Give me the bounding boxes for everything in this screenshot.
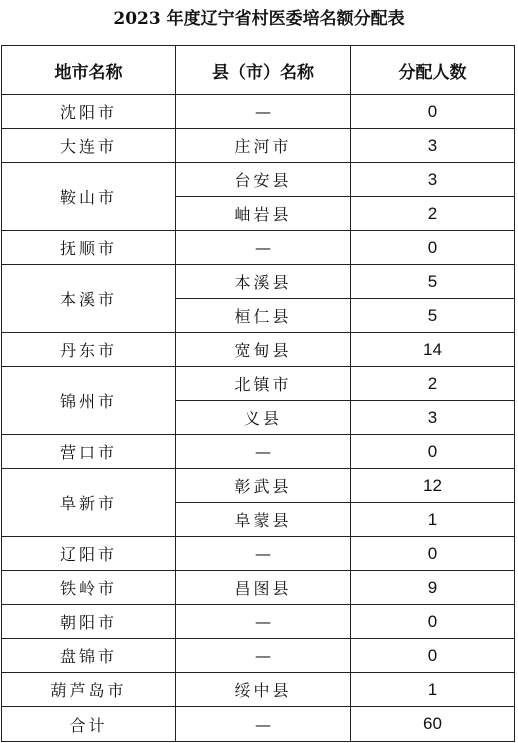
allocation-count-cell: 9 [351, 571, 515, 605]
county-name-cell: 庄河市 [176, 129, 351, 163]
allocation-count-cell: 1 [351, 673, 515, 707]
header-count: 分配人数 [351, 46, 515, 95]
city-name-cell: 丹东市 [2, 333, 176, 367]
total-county-cell: — [176, 707, 351, 742]
county-name-cell: — [176, 639, 351, 673]
county-name-cell: — [176, 605, 351, 639]
total-row [2, 707, 515, 742]
header-row [2, 46, 515, 95]
city-name-cell: 大连市 [2, 129, 176, 163]
allocation-count-cell: 0 [351, 605, 515, 639]
allocation-count-cell: 5 [351, 299, 515, 333]
total-label-cell: 合计 [2, 707, 176, 742]
city-name-cell: 朝阳市 [2, 605, 176, 639]
county-name-cell: 宽甸县 [176, 333, 351, 367]
city-name-cell: 本溪市 [2, 265, 176, 333]
table-row [2, 605, 515, 639]
county-name-cell: 岫岩县 [176, 197, 351, 231]
allocation-count-cell: 3 [351, 401, 515, 435]
header-city: 地市名称 [2, 46, 176, 95]
table-title: 2023 年度辽宁省村医委培名额分配表 [113, 9, 405, 29]
city-name-cell: 葫芦岛市 [2, 673, 176, 707]
header-county: 县（市）名称 [176, 46, 351, 95]
allocation-count-cell: 0 [351, 537, 515, 571]
allocation-table [1, 45, 515, 742]
city-name-cell: 盘锦市 [2, 639, 176, 673]
table-row [2, 435, 515, 469]
county-name-cell: 昌图县 [176, 571, 351, 605]
table-row [2, 265, 515, 299]
county-name-cell: 桓仁县 [176, 299, 351, 333]
table-row [2, 639, 515, 673]
allocation-count-cell: 1 [351, 503, 515, 537]
city-name-cell: 沈阳市 [2, 95, 176, 129]
allocation-count-cell: 12 [351, 469, 515, 503]
allocation-count-cell: 3 [351, 163, 515, 197]
allocation-count-cell: 0 [351, 639, 515, 673]
table-row [2, 333, 515, 367]
county-name-cell: 阜蒙县 [176, 503, 351, 537]
table-row [2, 673, 515, 707]
allocation-count-cell: 3 [351, 129, 515, 163]
table-row [2, 231, 515, 265]
city-name-cell: 锦州市 [2, 367, 176, 435]
table-row [2, 469, 515, 503]
city-name-cell: 抚顺市 [2, 231, 176, 265]
table-row [2, 367, 515, 401]
table-row [2, 129, 515, 163]
county-name-cell: — [176, 435, 351, 469]
city-name-cell: 辽阳市 [2, 537, 176, 571]
allocation-count-cell: 5 [351, 265, 515, 299]
city-name-cell: 营口市 [2, 435, 176, 469]
county-name-cell: — [176, 231, 351, 265]
county-name-cell: 北镇市 [176, 367, 351, 401]
county-name-cell: 义县 [176, 401, 351, 435]
table-row [2, 537, 515, 571]
table-row [2, 163, 515, 197]
city-name-cell: 铁岭市 [2, 571, 176, 605]
county-name-cell: — [176, 537, 351, 571]
county-name-cell: 彰武县 [176, 469, 351, 503]
county-name-cell: 绥中县 [176, 673, 351, 707]
city-name-cell: 阜新市 [2, 469, 176, 537]
table-row [2, 571, 515, 605]
table-body [2, 95, 515, 742]
city-name-cell: 鞍山市 [2, 163, 176, 231]
allocation-count-cell: 2 [351, 197, 515, 231]
county-name-cell: 本溪县 [176, 265, 351, 299]
allocation-count-cell: 14 [351, 333, 515, 367]
allocation-count-cell: 0 [351, 435, 515, 469]
allocation-count-cell: 0 [351, 95, 515, 129]
county-name-cell: — [176, 95, 351, 129]
total-count-cell: 60 [351, 707, 515, 742]
allocation-count-cell: 0 [351, 231, 515, 265]
allocation-count-cell: 2 [351, 367, 515, 401]
table-row [2, 95, 515, 129]
county-name-cell: 台安县 [176, 163, 351, 197]
